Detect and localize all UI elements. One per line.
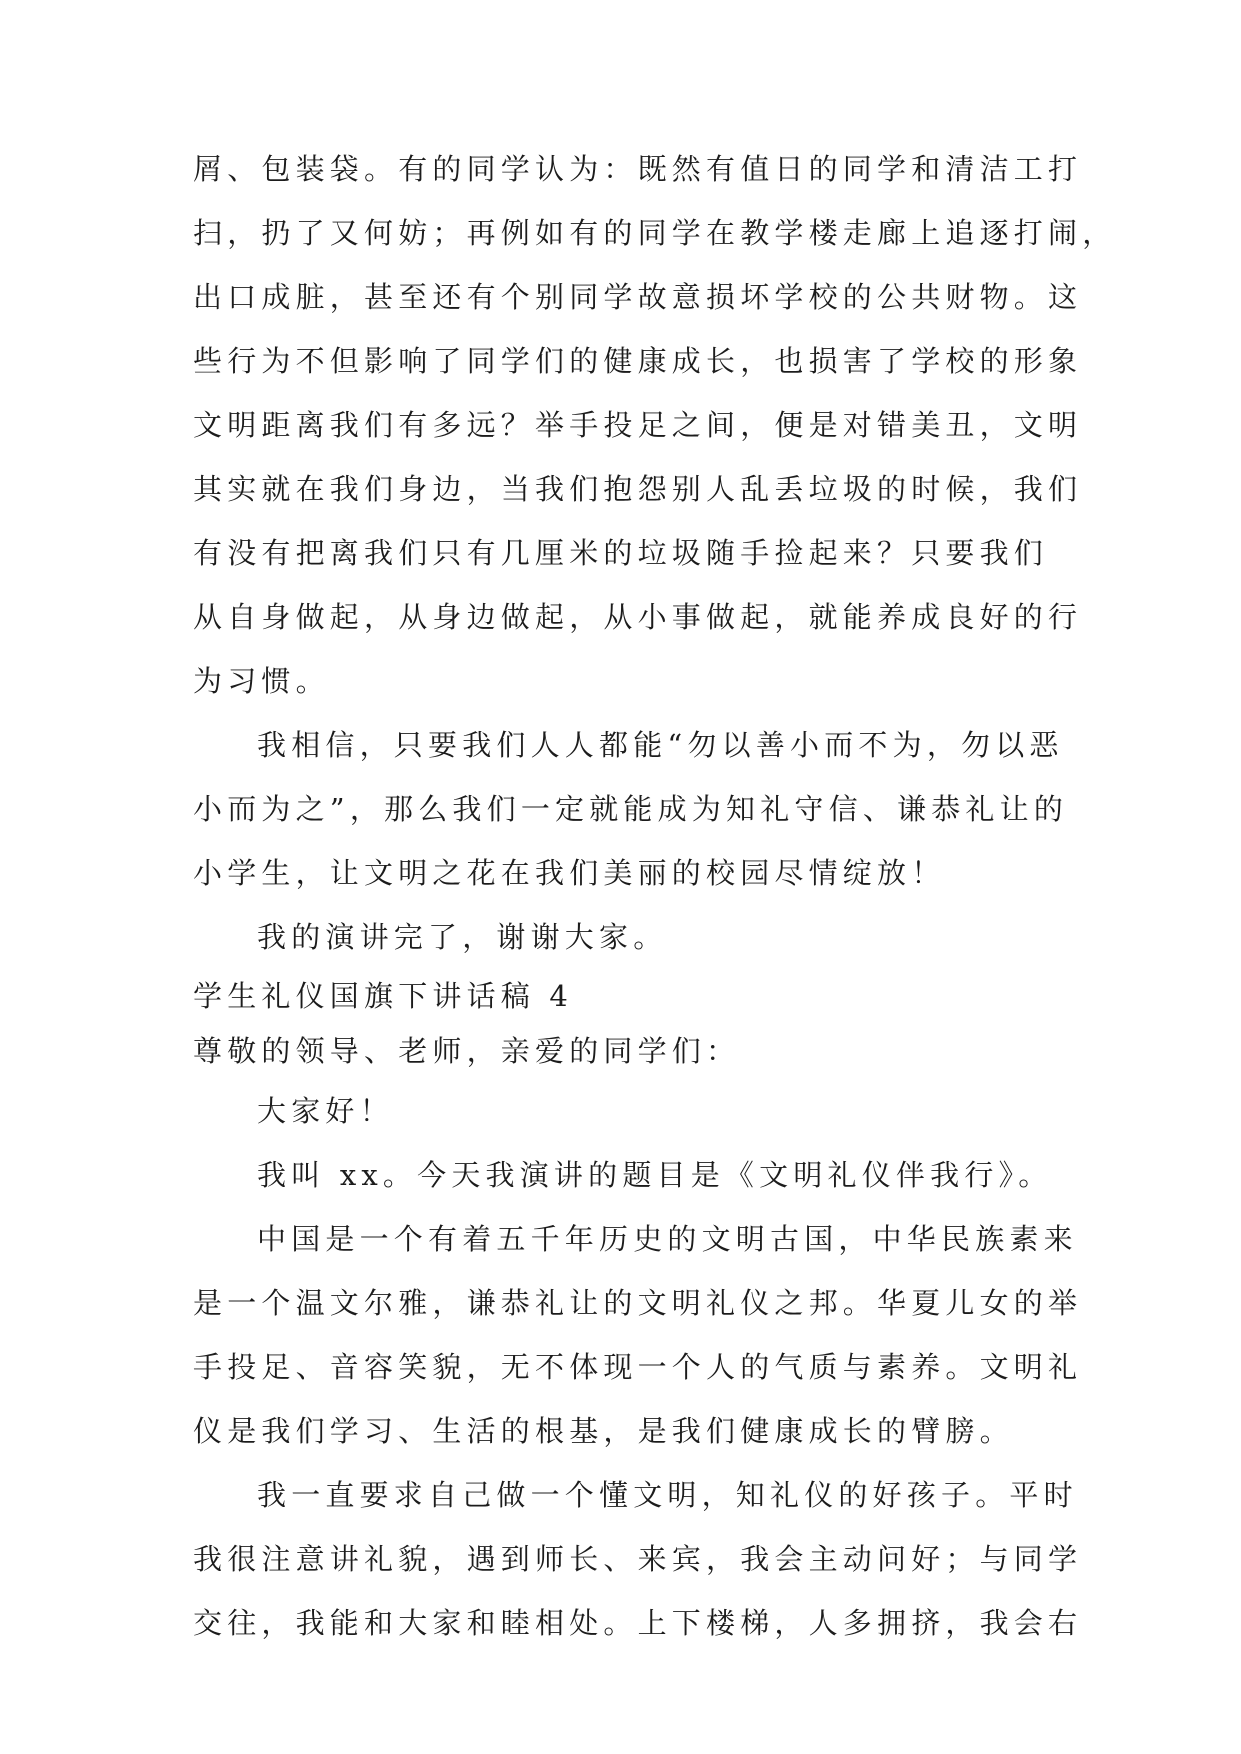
text-line: 出口成脏，甚至还有个别同学故意损坏学校的公共财物。这 xyxy=(193,280,1083,314)
text-line: 为习惯。 xyxy=(193,664,330,698)
section-heading: 学生礼仪国旗下讲话稿 4 xyxy=(193,979,574,1013)
document-body xyxy=(193,137,1117,1655)
text-line: 文明距离我们有多远？举手投足之间，便是对错美丑，文明 xyxy=(193,408,1083,442)
greeting-line: 大家好！ xyxy=(257,1094,394,1128)
text-line: 扫，扔了又何妨；再例如有的同学在教学楼走廊上追逐打闹， xyxy=(193,216,1117,250)
text-line: 些行为不但影响了同学们的健康成长，也损害了学校的形象 xyxy=(193,344,1083,378)
paragraph-line: 中国是一个有着五千年历史的文明古国，中华民族素来 xyxy=(257,1222,1078,1256)
text-line: 有没有把离我们只有几厘米的垃圾随手捡起来？只要我们 xyxy=(193,536,1049,570)
text-line: 交往，我能和大家和睦相处。上下楼梯，人多拥挤，我会右 xyxy=(193,1606,1083,1640)
text-line: 仪是我们学习、生活的根基，是我们健康成长的臂膀。 xyxy=(193,1414,1014,1448)
paragraph-line: 我一直要求自己做一个懂文明，知礼仪的好孩子。平时 xyxy=(257,1478,1078,1512)
paragraph-line: 我叫 xx。今天我演讲的题目是《文明礼仪伴我行》。 xyxy=(257,1158,1053,1192)
text-line: 其实就在我们身边，当我们抱怨别人乱丢垃圾的时候，我们 xyxy=(193,472,1083,506)
paragraph-line: 我相信，只要我们人人都能“勿以善小而不为，勿以恶 xyxy=(257,728,1064,762)
text-line: 屑、包装袋。有的同学认为：既然有值日的同学和清洁工打 xyxy=(193,152,1083,186)
salutation-line: 尊敬的领导、老师，亲爱的同学们： xyxy=(193,1034,741,1068)
text-line: 手投足、音容笑貌，无不体现一个人的气质与素养。文明礼 xyxy=(193,1350,1083,1384)
text-line: 是一个温文尔雅，谦恭礼让的文明礼仪之邦。华夏儿女的举 xyxy=(193,1286,1083,1320)
text-line: 我很注意讲礼貌，遇到师长、来宾，我会主动问好；与同学 xyxy=(193,1542,1083,1576)
paragraph-line: 我的演讲完了，谢谢大家。 xyxy=(257,920,668,954)
text-line: 小而为之”，那么我们一定就能成为知礼守信、谦恭礼让的 xyxy=(193,792,1069,826)
text-line: 小学生，让文明之花在我们美丽的校园尽情绽放！ xyxy=(193,856,946,890)
text-line: 从自身做起，从身边做起，从小事做起，就能养成良好的行 xyxy=(193,600,1083,634)
